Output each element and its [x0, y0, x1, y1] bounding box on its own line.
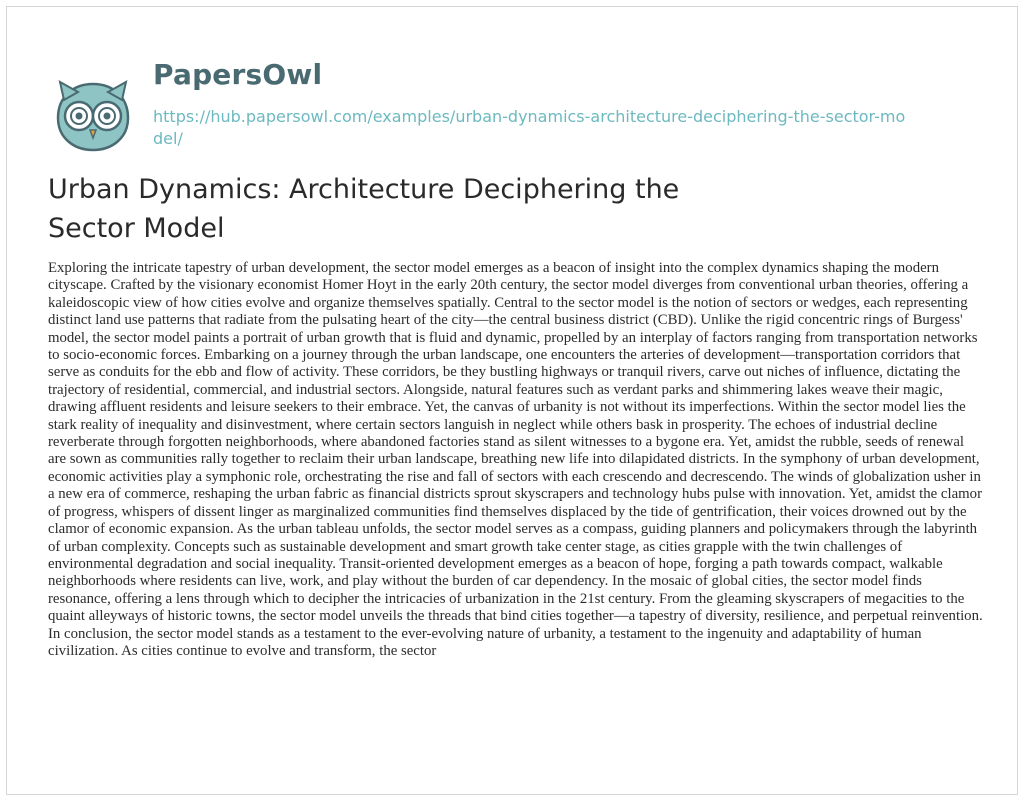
brand-name: PapersOwl: [153, 58, 323, 91]
source-url-link[interactable]: https://hub.papersowl.com/examples/urban-dynamics-architecture-deciphering-the-sector-model/: [153, 107, 906, 148]
owl-logo-icon: [50, 78, 136, 154]
header: [50, 40, 970, 150]
document-body: Exploring the intricate tapestry of urban development, the sector model emerges as a beacon of insight into the complex dynamics shaping the modern cityscape. Crafted by the visionary economist Homer Hoyt in the early 20th century, the sector model diverges from conventional urban theories, offering a kaleidoscopic view of how cities evolve and organize themselves spatially. Central to the sector model is the notion of sectors or wedges, each representing distinct land use patterns that radiate from the pulsating heart of the city—the central business district (CBD). Unlike the rigid concentric rings of Burgess' model, the sector model paints a portrait of urban growth that is fluid and dynamic, propelled by an interplay of factors ranging from transportation networks to socio-economic forces. Embarking on a journey through the urban landscape, one encounters the arteries of development—transportation corridors that serve as conduits for the ebb and flow of activity. These corridors, be they bustling highways or tranquil rivers, carve out niches of influence, dictating the trajectory of residential, commercial, and industrial sectors. Alongside, natural features such as verdant parks and shimmering lakes weave their magic, drawing affluent residents and leisure seekers to their embrace. Yet, the canvas of urbanity is not without its imperfections. Within the sector model lies the stark reality of inequality and disinvestment, where certain sectors languish in neglect while others bask in prosperity. The echoes of industrial decline reverberate through forgotten neighborhoods, where abandoned factories stand as silent witnesses to a bygone era. Yet, amidst the rubble, seeds of renewal are sown as communities rally together to reclaim their urban landscape, breathing new life into dilapidated districts. In the symphony of urban development, economic activities play a symphonic role, orchestrating the rise and fall of sectors with each crescendo and decrescendo. The winds of globalization usher in a new era of commerce, reshaping the urban fabric as financial districts sprout skyscrapers and technology hubs pulse with innovation. Yet, amidst the clamor of progress, whispers of dissent linger as marginalized communities find themselves displaced by the tide of gentrification, their voices drowned out by the clamor of economic expansion. As the urban tableau unfolds, the sector model serves as a compass, guiding planners and policymakers through the labyrinth of urban complexity. Concepts such as sustainable development and smart growth take center stage, as cities grapple with the twin challenges of environmental degradation and social inequality. Transit-oriented development emerges as a beacon of hope, forging a path towards compact, walkable neighborhoods where residents can live, work, and play without the burden of car dependency. In the mosaic of global cities, the sector model finds resonance, offering a lens through which to decipher the intricacies of urbanization in the 21st century. From the gleaming skyscrapers of megacities to the quaint alleyways of historic towns, the sector model unveils the threads that bind cities together—a tapestry of diversity, resilience, and perpetual reinvention. In conclusion, the sector model stands as a testament to the ever-evolving nature of urbanity, a testament to the ingenuity and adaptability of human civilization. As cities continue to evolve and transform, the sector: [48, 260, 983, 659]
document-title: Urban Dynamics: Architecture Deciphering the Sector Model: [48, 174, 680, 244]
